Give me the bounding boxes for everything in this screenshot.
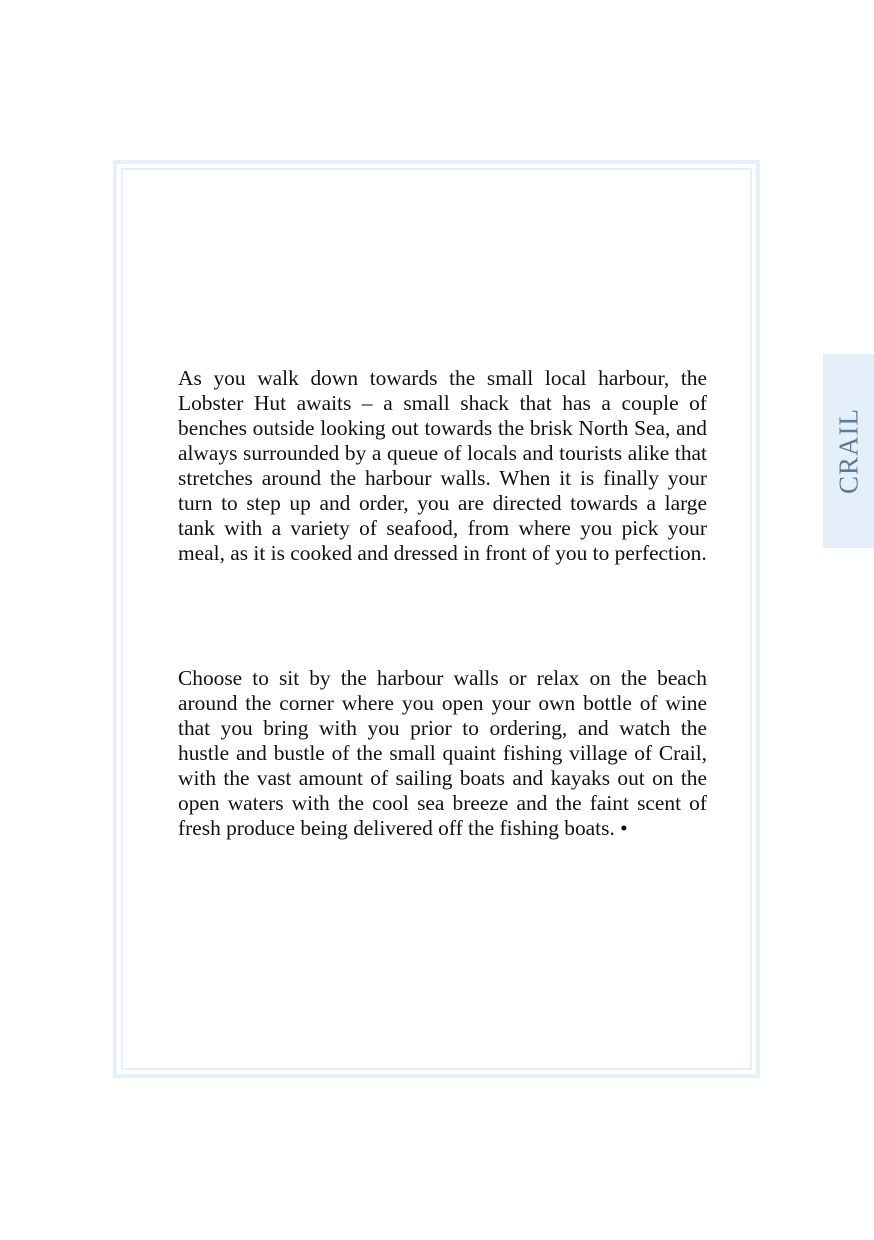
side-tab-label: CRAIL [833,408,863,494]
section-side-tab [823,354,874,548]
body-paragraph-1: As you walk down towards the small local harbour, the Lobster Hut awaits – a small shack that has a couple of benches outside looking out towards the brisk North Sea, and always surrounded by a queue of locals and tourists alike that stretches around the harbour walls. When it is finally your turn to step up and order, you are directed towards a large tank with a variety of seafood, from where you pick your meal, as it is cooked and dressed in front of you to perfection. [178,366,707,565]
inner-border-frame [121,168,752,1070]
body-paragraph-2: Choose to sit by the harbour walls or relax on the beach around the corner where you open your own bottle of wine that you bring with you prior to ordering, and watch the hustle and bustle of the small quaint fishing village of Crail, with the vast amount of sailing boats and kayaks out on the open waters with the cool sea breeze and the faint scent of fresh produce being delivered off the fishing boats. • [178,666,707,840]
